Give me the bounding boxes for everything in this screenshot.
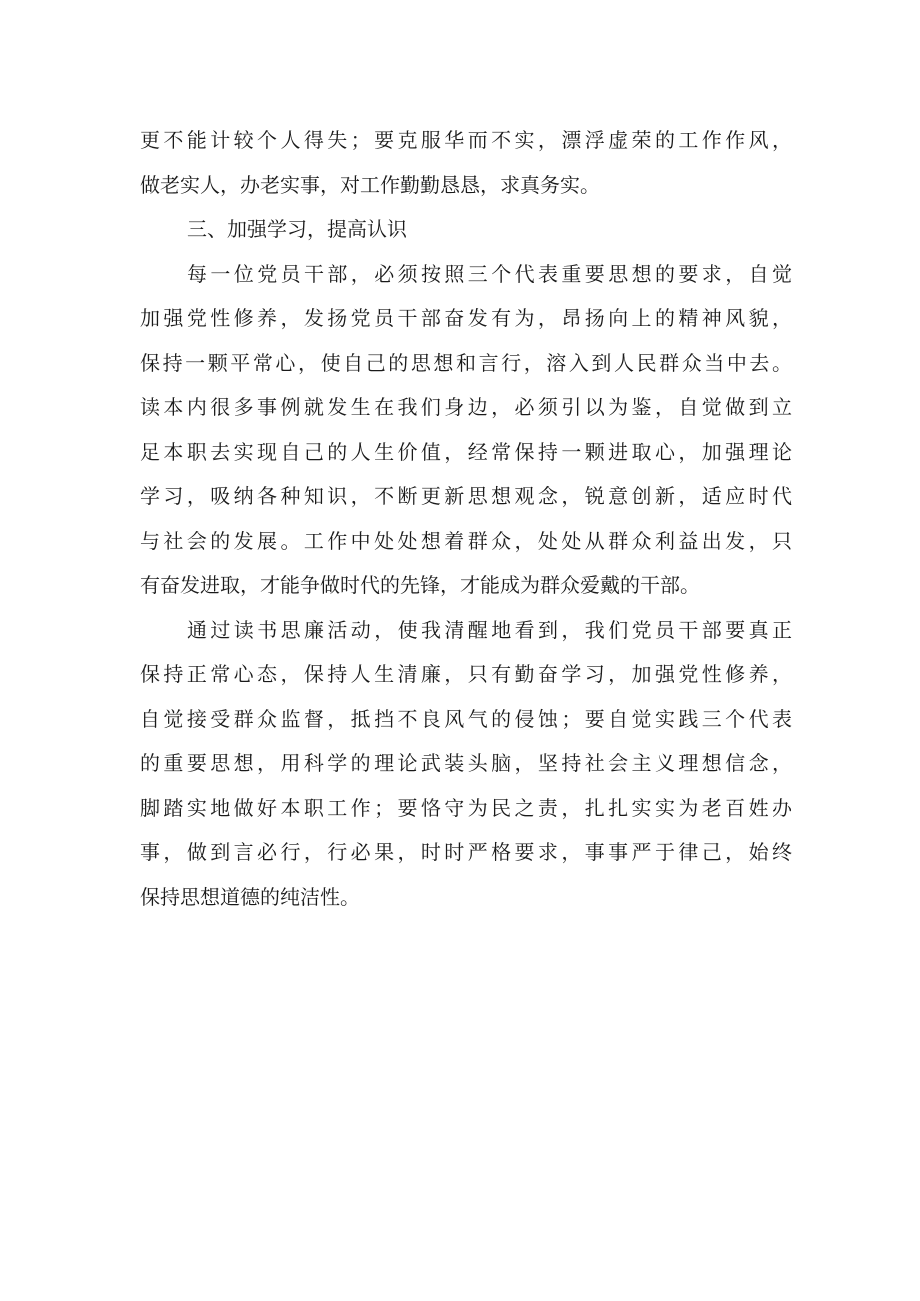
document-body [140,118,792,919]
text-line: 保持正常心态，保持人生清廉，只有勤奋学习，加强党性修养， [140,662,792,686]
text-line: 与社会的发展。工作中处处想着群众，处处从群众利益出发，只 [140,528,792,553]
text-line: 每一位党员干部，必须按照三个代表重要思想的要求，自觉 [187,261,792,286]
text-line: 读本内很多事例就发生在我们身边，必须引以为鉴，自觉做到立 [140,395,792,419]
text-line: 做老实人，办老实事，对工作勤勤恳恳，求真务实。 [140,172,600,197]
text-line: 脚踏实地做好本职工作；要恪守为民之责，扎扎实实为老百姓办 [140,795,792,820]
text-line: 加强党性修养，发扬党员干部奋发有为，昂扬向上的精神风貌， [140,306,792,330]
text-line: 更不能计较个人得失；要克服华而不实，漂浮虚荣的工作作风， [140,128,792,152]
text-line: 的重要思想，用科学的理论武装头脑，坚持社会主义理想信念， [140,751,792,775]
text-line: 通过读书思廉活动，使我清醒地看到，我们党员干部要真正 [187,617,792,642]
text-line: 学习，吸纳各种知识，不断更新思想观念，锐意创新，适应时代 [140,484,792,508]
text-line: 事，做到言必行，行必果，时时严格要求，事事严于律己，始终 [140,840,792,864]
text-line: 自觉接受群众监督，抵挡不良风气的侵蚀；要自觉实践三个代表 [140,706,792,731]
heading-text: 三、加强学习，提高认识 [187,217,407,241]
text-line: 保持一颗平常心，使自己的思想和言行，溶入到人民群众当中去。 [140,350,792,375]
text-line: 有奋发进取，才能争做时代的先锋，才能成为群众爱戴的干部。 [140,573,700,597]
paragraph [140,252,792,608]
text-line: 足本职去实现自己的人生价值，经常保持一颗进取心，加强理论 [140,439,792,464]
paragraph [140,608,792,920]
text-line: 保持思想道德的纯洁性。 [140,884,360,909]
paragraph-continued [140,118,792,207]
section-heading [140,207,792,252]
